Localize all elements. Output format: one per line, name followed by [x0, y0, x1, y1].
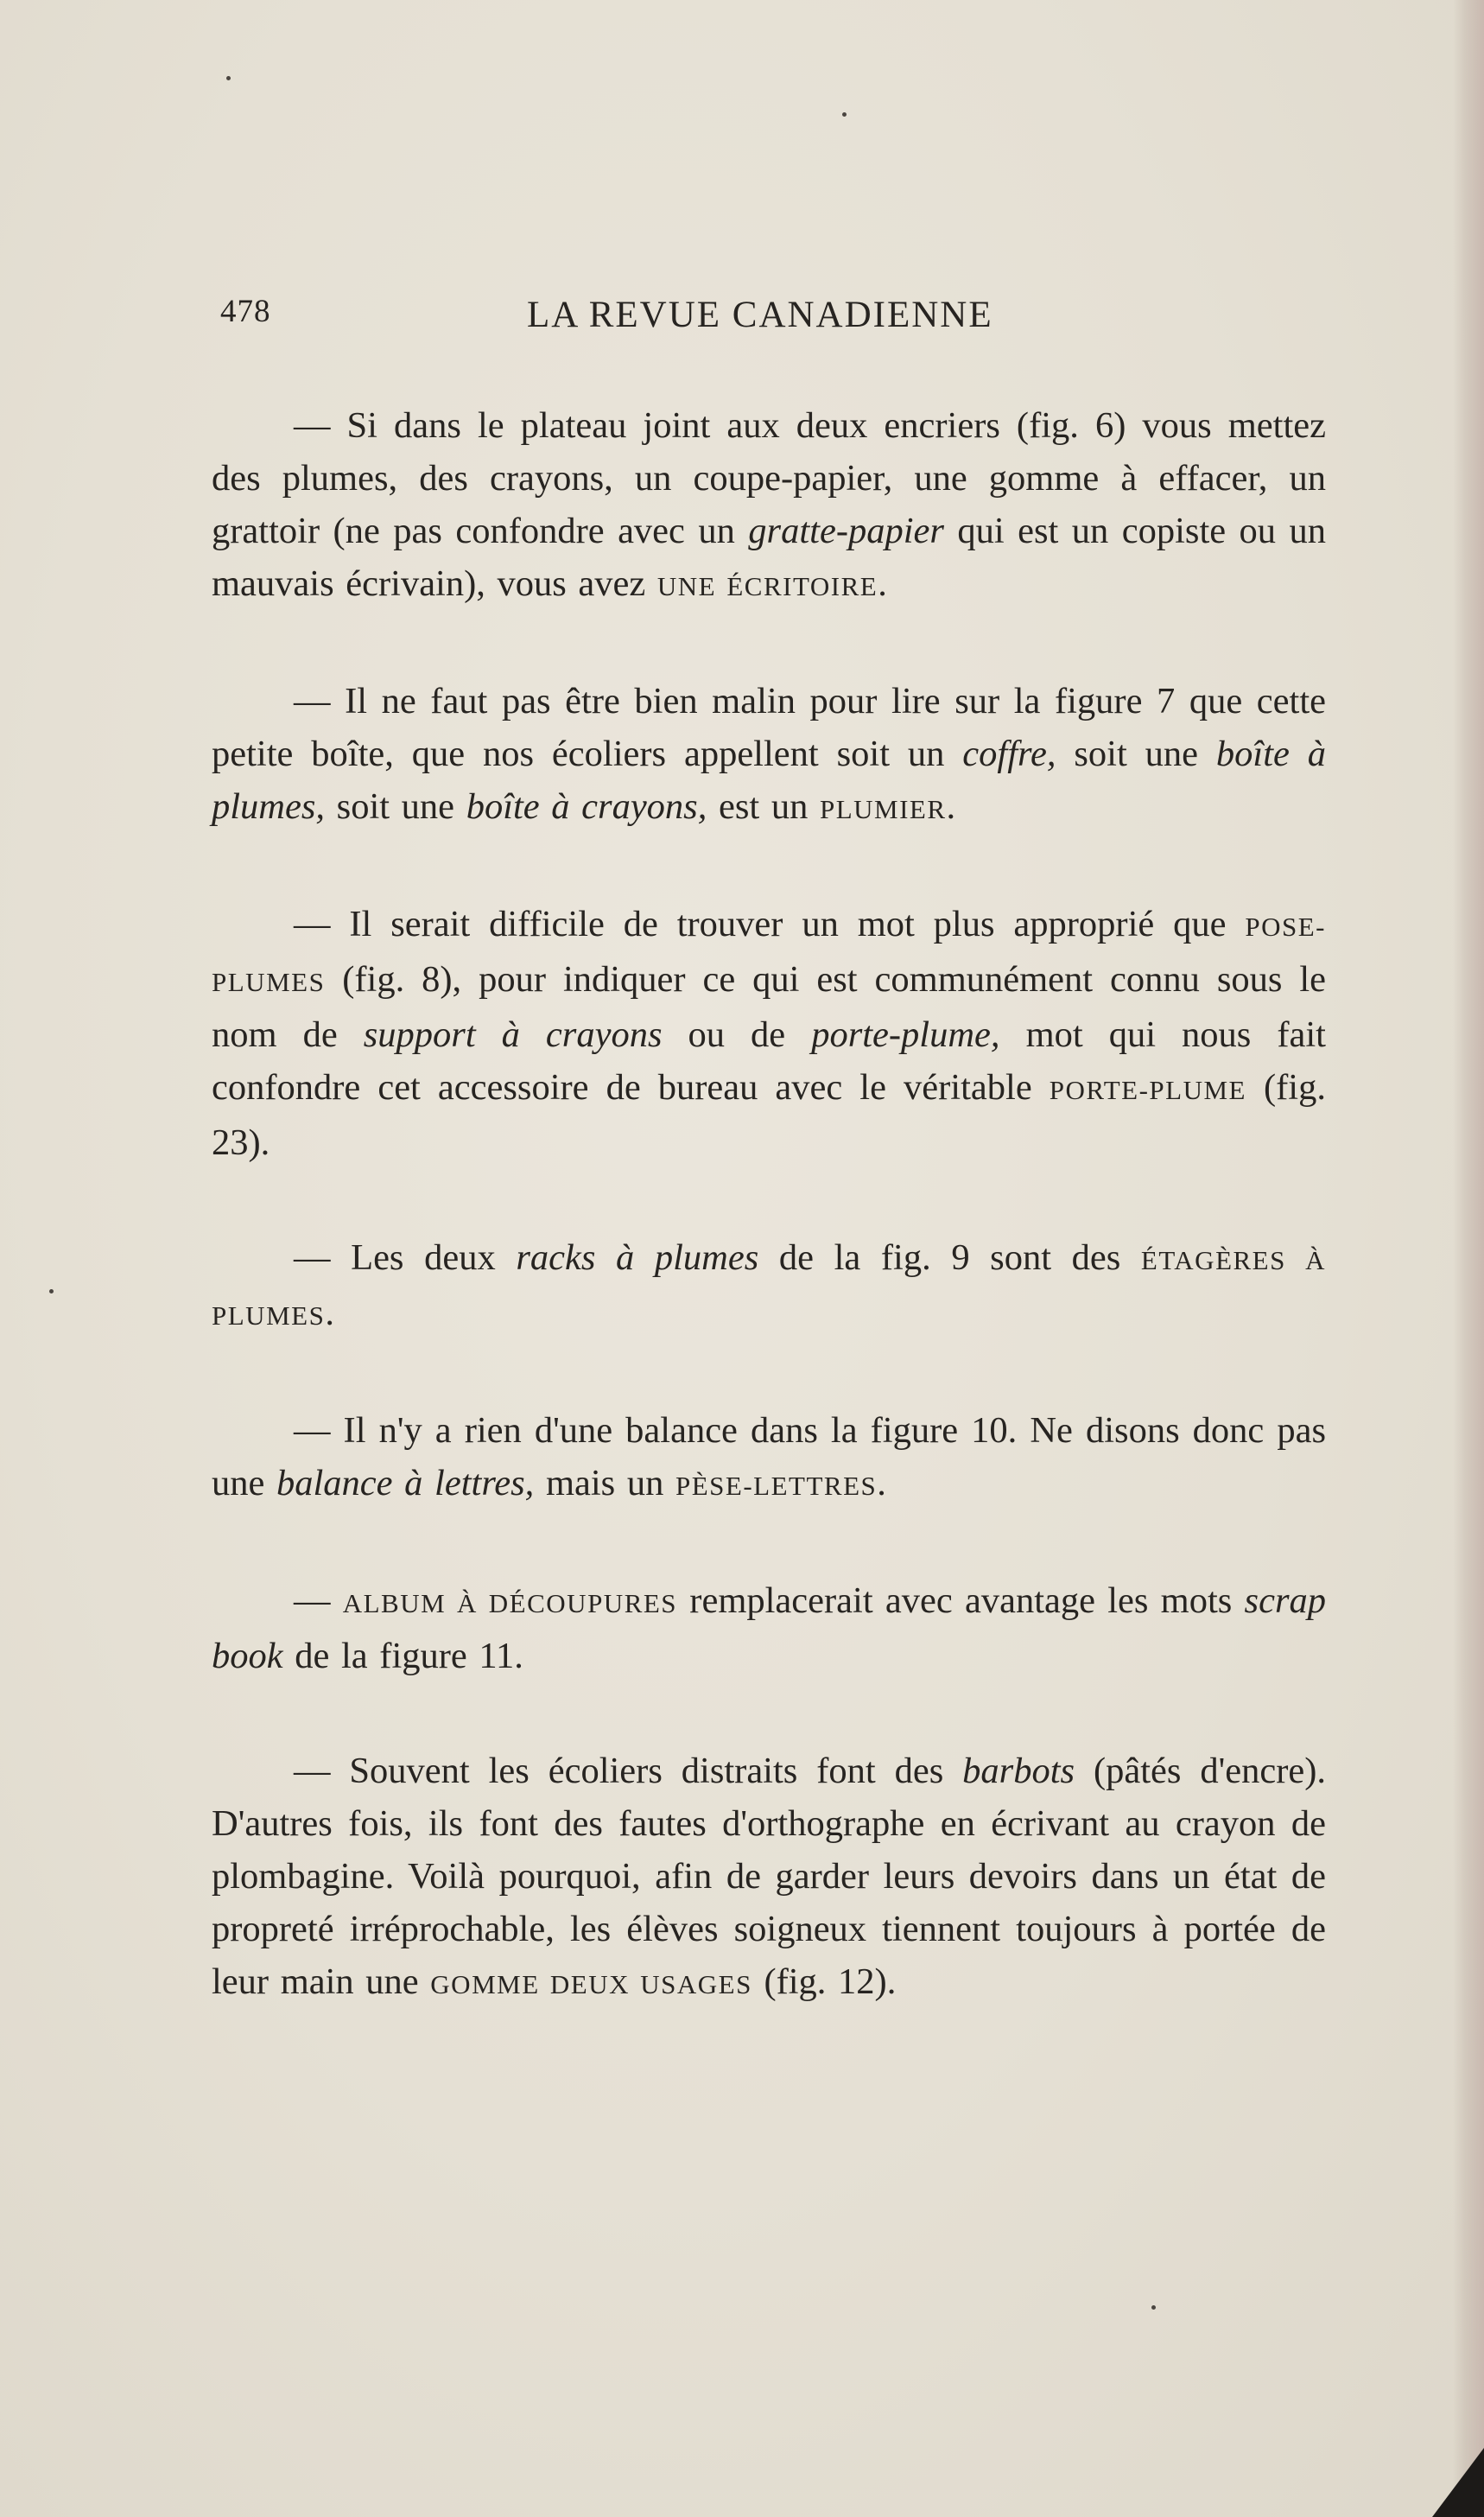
text-run: de la figure 11.	[282, 1636, 523, 1676]
italic-term: coffre,	[962, 734, 1056, 774]
italic-term: racks à plumes	[516, 1237, 759, 1278]
speck	[1151, 2305, 1156, 2310]
paragraph-plumier	[212, 675, 1326, 836]
text-run: — Les deux	[294, 1237, 517, 1278]
text-run: — Si dans le plateau joint aux deux encriers (fig. 6) vous mettez des plumes, des crayons, un coupe-papier, une gomme à effacer, un grattoir (ne pas confondre avec un	[212, 405, 1326, 551]
text-run: .	[946, 786, 956, 827]
text-run: .	[878, 563, 887, 604]
corner-tab	[1432, 2448, 1484, 2517]
small-caps-term: ALBUM À DÉCOUPURES	[342, 1588, 678, 1618]
text-run: .	[877, 1463, 886, 1503]
text-run: mot qui nous fait confondre cet accessoire de bureau avec le véritable	[212, 1014, 1326, 1108]
text-run: —	[294, 1580, 343, 1621]
paragraph-album	[212, 1574, 1326, 1682]
speck	[842, 112, 847, 117]
italic-term: boîte à plumes,	[212, 734, 1327, 827]
italic-term: balance à lettres,	[276, 1463, 535, 1503]
small-caps-term: GOMME DEUX USAGES	[430, 1969, 752, 1999]
page-edge-shadow	[1453, 0, 1484, 2517]
text-run: — Il ne faut pas être bien malin pour lire sur la figure 7 que cette petite boîte, que nos écoliers appellent soit un	[212, 681, 1326, 774]
text-run: soit une	[325, 786, 466, 827]
text-run: (fig. 8), pour indiquer ce qui est communément connu sous le nom de	[212, 959, 1326, 1055]
running-title: LA REVUE CANADIENNE	[527, 295, 993, 335]
italic-term: boîte à crayons,	[466, 786, 707, 827]
speck	[226, 76, 231, 80]
paragraph-pese-lettres	[212, 1404, 1326, 1512]
paragraph-pose-plumes	[212, 898, 1326, 1169]
text-run: mais un	[534, 1463, 675, 1503]
text-run: (fig. 12).	[752, 1961, 897, 2002]
small-caps-term: UNE ÉCRITOIRE	[656, 571, 878, 601]
small-caps-term: PÈSE-LETTRES	[675, 1471, 878, 1501]
small-caps-term: PORTE-PLUME	[1049, 1075, 1246, 1105]
text-run: soit une	[1056, 734, 1216, 774]
text-run: — Il serait difficile de trouver un mot plus approprié que	[294, 904, 1246, 944]
running-header	[220, 289, 1319, 341]
paragraph-etageres	[212, 1231, 1326, 1342]
text-run: (fig. 23).	[212, 1067, 1326, 1163]
small-caps-term: ÉTAGÈRES À PLUMES	[212, 1245, 1326, 1331]
text-run: de la fig. 9 sont des	[758, 1237, 1141, 1278]
italic-term: gratte-papier	[748, 511, 944, 551]
text-run: qui est un copiste ou un mauvais écrivain), vous avez	[212, 511, 1326, 604]
text-run: remplacerait avec avantage les mots	[677, 1580, 1245, 1621]
body-text	[212, 399, 1326, 2073]
italic-term: porte-plume,	[811, 1014, 1000, 1055]
paragraph-gomme	[212, 1745, 1326, 2011]
text-run: ou de	[662, 1014, 812, 1055]
italic-term: barbots	[962, 1751, 1075, 1791]
small-caps-term: POSE-PLUMES	[212, 912, 1326, 997]
text-run: (pâtés d'encre). D'autres fois, ils font des fautes d'orthographe en écrivant au crayon de plombagine. Voilà pourquoi, afin de garder leurs devoirs dans un état de propreté irréprochable, les élèves soigneux tiennent toujours à portée de leur main une	[212, 1751, 1327, 2002]
text-run: est un	[707, 786, 820, 827]
small-caps-term: PLUMIER	[819, 794, 947, 824]
text-run: .	[325, 1293, 334, 1333]
text-run: — Il n'y a rien d'une balance dans la figure 10. Ne disons donc pas une	[212, 1410, 1326, 1503]
italic-term: support à crayons	[363, 1014, 663, 1055]
paragraph-ecritoire	[212, 399, 1326, 613]
italic-term: scrap book	[212, 1580, 1326, 1676]
speck	[49, 1289, 54, 1293]
page-number: 478	[220, 294, 271, 329]
text-run: — Souvent les écoliers distraits font des	[294, 1751, 963, 1791]
